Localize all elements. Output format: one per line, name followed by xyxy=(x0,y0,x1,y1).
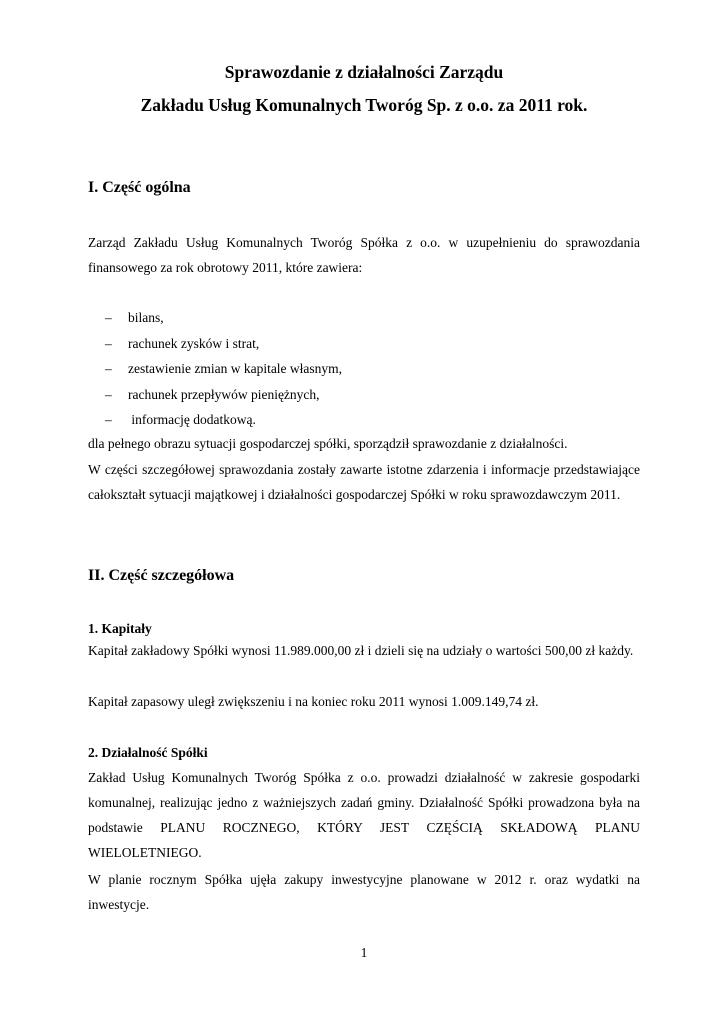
subsection-capital-para-2: Kapitał zapasowy uległ zwiększeniu i na koniec roku 2011 wynosi 1.009.149,74 zł. xyxy=(88,694,539,709)
dash-marker: – xyxy=(105,412,112,427)
report-contents-list xyxy=(105,305,342,433)
document-page xyxy=(88,0,640,1024)
dash-marker: – xyxy=(105,386,112,402)
subsection-activity-para-1: Zakład Usług Komunalnych Tworóg Spółka z o.o. prowadzi działalność w zakresie gospodarki komunalnej, realizując jedno z ważniejszych zadań gminy. Działalność Spółki prowadzona była na podstawie PLANU ROCZNEGO, KTÓRY JEST CZĘŚCIĄ SKŁADOWĄ PLANU WIELOLETNIEGO. xyxy=(88,770,640,860)
document-title-line-2: Zakładu Usług Komunalnych Tworóg Sp. z o.o. za 2011 rok. xyxy=(140,95,588,115)
dash-marker: – xyxy=(105,361,112,376)
list-item xyxy=(105,305,342,331)
document-title-line-1: Sprawozdanie z działalności Zarządu xyxy=(224,62,504,82)
list-item-text: informację dodatkową. xyxy=(128,412,256,427)
subsection-capital-para-1: Kapitał zakładowy Spółki wynosi 11.989.000,00 zł i dzieli się na udziały o wartości 500,00 zł każdy. xyxy=(88,643,634,658)
section-2-heading: II. Część szczegółowa xyxy=(88,567,235,584)
list-item xyxy=(105,382,342,408)
list-item xyxy=(105,407,342,433)
list-item xyxy=(105,331,342,357)
section-1-detail: W części szczegółowej sprawozdania zostały zawarte istotne zdarzenia i informacje przedstawiające całokształt sytuacji majątkowej i działalności gospodarczej Spółki w roku sprawozdawczym 2011. xyxy=(88,462,640,502)
list-item-text: rachunek zysków i strat, xyxy=(128,335,260,351)
subsection-activity-para-2: W planie rocznym Spółka ujęła zakupy inwestycyjne planowane w 2012 r. oraz wydatki na inwestycje. xyxy=(88,872,640,912)
list-item-text: rachunek przepływów pieniężnych, xyxy=(128,386,320,402)
section-1-intro: Zarząd Zakładu Usług Komunalnych Tworóg Spółka z o.o. w uzupełnieniu do sprawozdania finansowego za rok obrotowy 2011, które zawiera: xyxy=(88,235,640,275)
list-item-text: bilans, xyxy=(128,310,164,325)
list-item xyxy=(105,356,342,382)
dash-marker: – xyxy=(105,335,112,351)
section-1-heading: I. Część ogólna xyxy=(88,179,191,196)
page-number: 1 xyxy=(360,945,368,960)
subsection-capital-heading: 1. Kapitały xyxy=(88,621,152,636)
subsection-activity-heading: 2. Działalność Spółki xyxy=(88,745,208,760)
list-item-text: zestawienie zmian w kapitale własnym, xyxy=(128,361,343,376)
dash-marker: – xyxy=(105,310,112,325)
section-1-outro: dla pełnego obrazu sytuacji gospodarczej spółki, sporządził sprawozdanie z działalności. xyxy=(88,436,568,451)
